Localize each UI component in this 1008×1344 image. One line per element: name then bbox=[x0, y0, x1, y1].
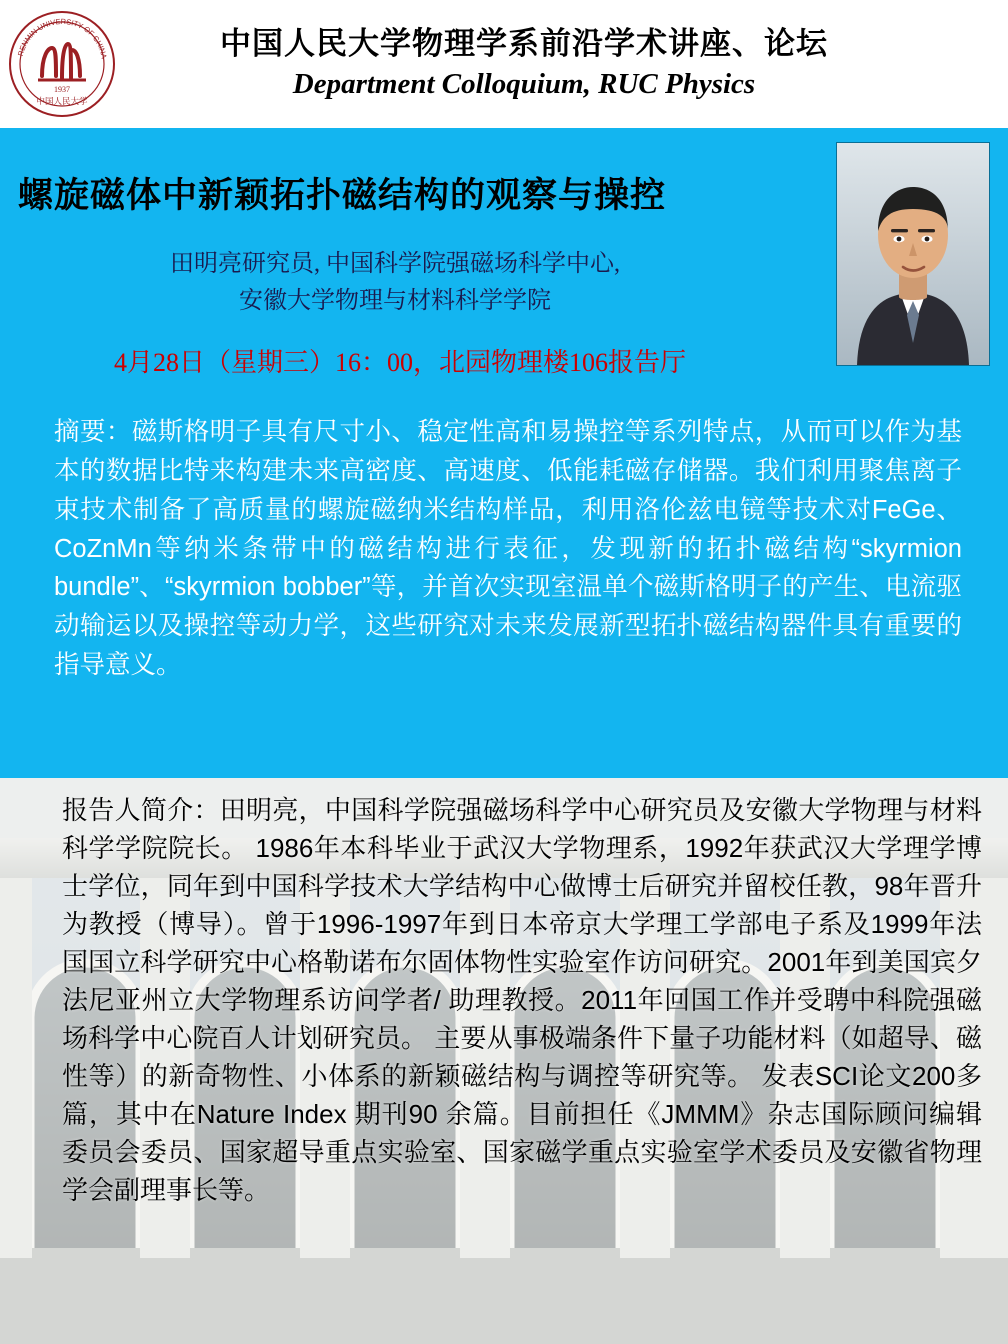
time-and-venue: 4月28日（星期三）16：00，北园物理楼106报告厅 bbox=[113, 348, 686, 378]
svg-text:中国人民大学: 中国人民大学 bbox=[36, 96, 88, 106]
speaker-bio-text: 报告人简介：田明亮，中国科学院强磁场科学中心研究员及安徽大学物理与材料科学学院院长。 1986年本科毕业于武汉大学物理系，1992年获武汉大学理学博士学位，同年到中国科学技术大学结构中心做博士后研究并留校任教，98年晋升为教授（博导）。曾于1996-1997年到日本帝京大学理工学部电子系及1999年法国国立科学研究中心格勒诺布尔固体物性实验室作访问研究。2001年到美国宾夕法尼亚州立大学物理系访问学者/ 助理教授。2011年回国工作并受聘中科院强磁场科学中心院百人计划研究员。 主要从事极端条件下量子功能材料（如超导、磁性等）的新奇物性、小体系的新颖磁结构与调控等研究等。 发表SCI论文200多篇，其中在Nature Index 期刊90 余篇。目前担任《JMMM》杂志国际顾问编辑委员会委员、国家超导重点实验室、国家磁学重点实验室学术委员及安徽省物理学会副理事长等。 bbox=[62, 795, 982, 1205]
ruc-logo-icon bbox=[8, 10, 116, 118]
talk-title: 螺旋磁体中新颖拓扑磁结构的观察与操控 bbox=[18, 176, 667, 215]
header-title-group bbox=[220, 25, 828, 103]
header-title-chinese: 中国人民大学物理学系前沿学术讲座、论坛 bbox=[220, 25, 828, 61]
speaker-portrait-photo bbox=[836, 142, 990, 366]
speaker-line-2: 安徽大学物理与材料科学学院 bbox=[239, 288, 551, 315]
svg-text:1937: 1937 bbox=[54, 85, 70, 94]
svg-text:RENMIN UNIVERSITY OF CHINA: RENMIN UNIVERSITY OF CHINA bbox=[15, 16, 109, 60]
abstract-text: 摘要：磁斯格明子具有尺寸小、稳定性高和易操控等系列特点，从而可以作为基本的数据比特来构建未来高密度、高速度、低能耗磁存储器。我们利用聚焦离子束技术制备了高质量的螺旋磁纳米结构样品，利用洛伦兹电镜等技术对FeGe、CoZnMn等纳米条带中的磁结构进行表征，发现新的拓扑磁结构“skyrmion bundle”、“skyrmion bobber”等，并首次实现室温单个磁斯格明子的产生、电流驱动输运以及操控等动力学，这些研究对未来发展新型拓扑磁结构器件具有重要的指导意义。 bbox=[54, 418, 962, 679]
speaker-affiliation bbox=[0, 246, 790, 320]
poster-header bbox=[0, 0, 1008, 128]
speaker-line-1: 田明亮研究员, 中国科学院强磁场科学中心, bbox=[170, 251, 620, 277]
header-title-english: Department Colloquium, RUC Physics bbox=[292, 67, 756, 100]
speaker-bio-panel bbox=[0, 778, 1008, 1344]
talk-announcement-panel bbox=[0, 128, 1008, 778]
